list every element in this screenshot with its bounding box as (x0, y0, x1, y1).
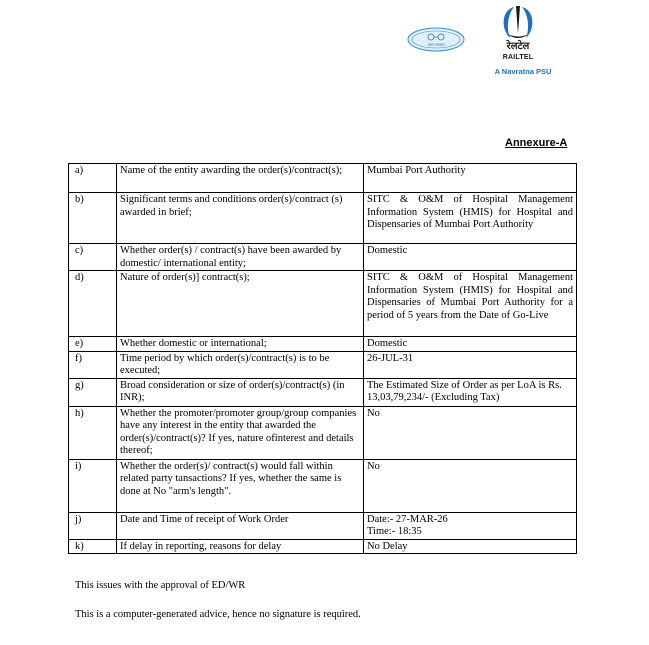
row-label: b) (69, 193, 117, 244)
row-question: Date and Time of receipt of Work Order (117, 512, 364, 539)
signature-note: This is a computer-generated advice, hence no signature is required. (75, 609, 361, 620)
row-label: e) (69, 337, 117, 352)
table-row (69, 378, 577, 406)
row-answer: SITC & O&M of Hospital Management Information System (HMIS) for Hospital and Dispensaries of Mumbai Port Authority for a period of 5 years from the Date of Go-Live (364, 271, 577, 337)
row-question: Whether the order(s)/ contract(s) would fall within related party tansactions? If yes, whether the same is done at No "arm's length". (117, 459, 364, 512)
table-row (69, 337, 577, 352)
row-label: k) (69, 539, 117, 554)
row-question: Broad consideration or size of order(s)/contract(s) (in INR); (117, 378, 364, 406)
approval-note: This issues with the approval of ED/WR (75, 580, 246, 591)
table-row (69, 512, 577, 539)
table-row (69, 164, 577, 193)
table-row (69, 539, 577, 554)
oval-logo-text: भारत सरकार (427, 43, 445, 47)
table-row (69, 459, 577, 512)
railtel-logo (488, 4, 548, 76)
row-question: Nature of order(s)] contract(s); (117, 271, 364, 337)
row-answer: Domestic (364, 244, 577, 271)
row-question: Whether the promoter/promoter group/group companies have any interest in the entity that awarded the order(s)/contract(s)? If yes, nature ofinterest and details thereof; (117, 406, 364, 459)
government-emblem-logo (407, 27, 465, 52)
row-answer: No Delay (364, 539, 577, 554)
annexure-title: Annexure-A (505, 137, 568, 149)
row-label: i) (69, 459, 117, 512)
row-label: j) (69, 512, 117, 539)
row-answer: No (364, 459, 577, 512)
row-label: a) (69, 164, 117, 193)
row-answer: SITC & O&M of Hospital Management Information System (HMIS) for Hospital and Dispensaries of Mumbai Port Authority (364, 193, 577, 244)
railtel-mark-icon (488, 4, 548, 42)
row-answer: Domestic (364, 337, 577, 352)
navratna-tagline: A Navratna PSU (494, 67, 552, 76)
row-question: Whether domestic or international; (117, 337, 364, 352)
row-label: c) (69, 244, 117, 271)
table-row (69, 351, 577, 378)
disclosure-table (68, 163, 577, 554)
work-order-date: Date:- 27-MAR-26 (367, 513, 448, 525)
work-order-time: Time:- 18:35 (367, 526, 422, 537)
row-label: d) (69, 271, 117, 337)
row-label: g) (69, 378, 117, 406)
row-question: Name of the entity awarding the order(s)/contract(s); (117, 164, 364, 193)
row-question: If delay in reporting, reasons for delay (117, 539, 364, 554)
row-answer: 26-JUL-31 (364, 351, 577, 378)
row-question: Significant terms and conditions order(s)/contract (s) awarded in brief; (117, 193, 364, 244)
table-row (69, 271, 577, 337)
railtel-hindi-name: रेलटेल (506, 41, 530, 52)
page-header (0, 0, 649, 80)
row-answer: Mumbai Port Authority (364, 164, 577, 193)
row-answer: The Estimated Size of Order as per LoA is Rs. 13,03,79,234/- (Excluding Tax) (364, 378, 577, 406)
table-row (69, 244, 577, 271)
row-label: h) (69, 406, 117, 459)
row-question: Time period by which order(s)/contract(s) is to be executed; (117, 351, 364, 378)
railtel-english-name: RAILTEL (502, 54, 534, 61)
row-label: f) (69, 351, 117, 378)
row-answer: No (364, 406, 577, 459)
table-row (69, 193, 577, 244)
table-row (69, 406, 577, 459)
row-question: Whether order(s) / contract(s) have been awarded by domestic/ international entity; (117, 244, 364, 271)
row-answer (364, 512, 577, 539)
